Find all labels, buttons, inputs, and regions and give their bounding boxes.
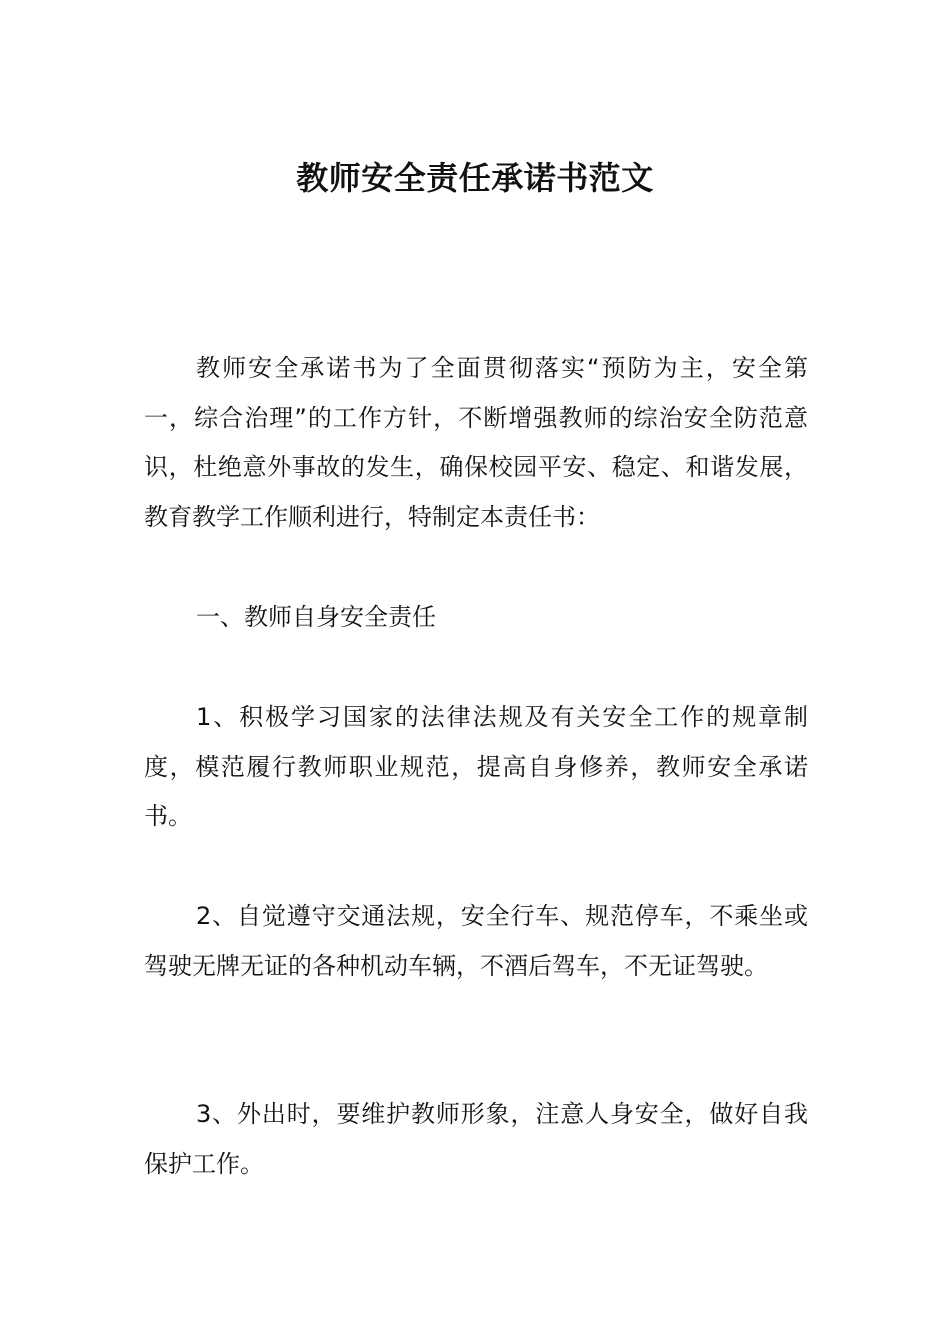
list-item-2: 2、自觉遵守交通法规，安全行车、规范停车，不乘坐或驾驶无牌无证的各种机动车辆，不酒后驾车，不无证驾驶。 — [144, 902, 808, 980]
list-item-1: 1、积极学习国家的法律法规及有关安全工作的规章制度，模范履行教师职业规范，提高自身修养，教师安全承诺书。 — [144, 703, 808, 830]
document-title: 教师安全责任承诺书范文 — [296, 159, 654, 197]
list-item-3: 3、外出时，要维护教师形象，注意人身安全，做好自我保护工作。 — [144, 1100, 808, 1178]
intro-paragraph: 教师安全承诺书为了全面贯彻落实“预防为主，安全第一，综合治理”的工作方针，不断增强教师的综治安全防范意识，杜绝意外事故的发生，确保校园平安、稳定、和谐发展，教育教学工作顺利进行，特制定本责任书： — [144, 354, 808, 531]
section-heading: 一、教师自身安全责任 — [196, 603, 436, 631]
